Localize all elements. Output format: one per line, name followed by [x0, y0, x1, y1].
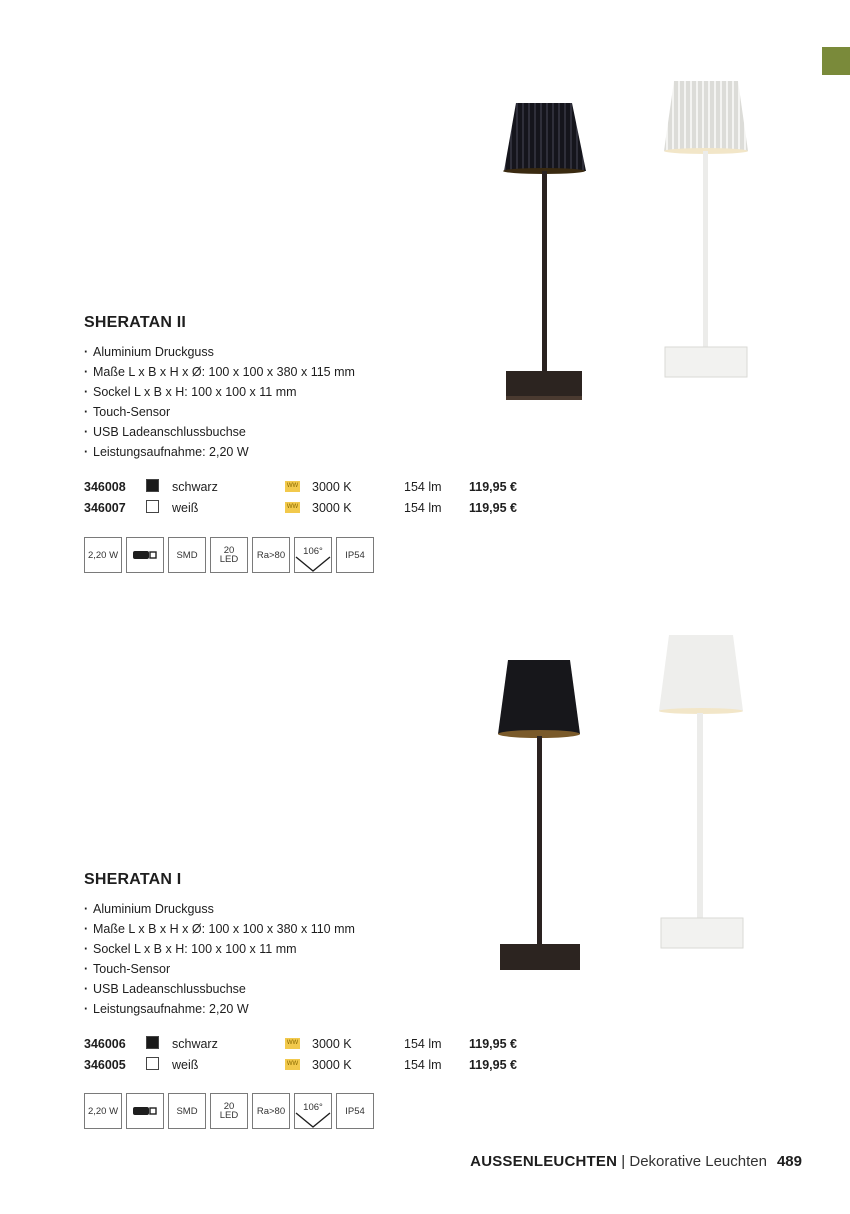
warm-white-badge: WW: [285, 1038, 300, 1049]
smd-icon: SMD: [168, 1093, 206, 1129]
color-rendering-icon: Ra>80: [252, 537, 290, 573]
article-number: 346005: [84, 1058, 126, 1072]
color-swatch-black: [146, 479, 159, 492]
variant-row: [84, 1056, 534, 1076]
variant-row: [84, 499, 534, 519]
page-footer: [470, 1153, 802, 1170]
feature-item: · Aluminium Druckguss: [84, 899, 355, 919]
luminous-flux: 154 lm: [404, 501, 442, 515]
feature-item: · Touch-Sensor: [84, 402, 355, 422]
lamp-image-black-smooth: [494, 656, 586, 974]
warm-white-badge: WW: [285, 481, 300, 492]
price: 119,95 €: [469, 501, 517, 515]
color-name: weiß: [172, 1058, 199, 1072]
color-name: schwarz: [172, 1037, 218, 1051]
color-temperature: 3000 K: [312, 1037, 352, 1051]
feature-list: [84, 342, 355, 462]
lamp-image-white-smooth: [655, 633, 747, 951]
feature-item: · Sockel L x B x H: 100 x 100 x 11 mm: [84, 939, 355, 959]
footer-separator: |: [617, 1153, 630, 1170]
section-tab-marker: [822, 47, 850, 75]
feature-item: · Sockel L x B x H: 100 x 100 x 11 mm: [84, 382, 355, 402]
article-number: 346008: [84, 480, 126, 494]
lamp-image-white-pleated: [660, 77, 752, 382]
luminous-flux: 154 lm: [404, 480, 442, 494]
footer-category: AUSSENLEUCHTEN: [470, 1153, 618, 1170]
color-temperature: 3000 K: [312, 480, 352, 494]
feature-item: · Leistungsaufnahme: 2,20 W: [84, 999, 355, 1019]
led-count-icon: 20 LED: [210, 537, 248, 573]
lamp-image-black-pleated: [498, 95, 590, 405]
feature-item: · Maße L x B x H x Ø: 100 x 100 x 380 x 115 mm: [84, 362, 355, 382]
warm-white-badge: WW: [285, 1059, 300, 1070]
feature-item: · Leistungsaufnahme: 2,20 W: [84, 442, 355, 462]
color-rendering-icon: Ra>80: [252, 1093, 290, 1129]
ip-rating-icon: IP54: [336, 1093, 374, 1129]
luminous-flux: 154 lm: [404, 1037, 442, 1051]
color-name: weiß: [172, 501, 199, 515]
feature-item: · Touch-Sensor: [84, 959, 355, 979]
smd-icon: SMD: [168, 537, 206, 573]
product-title: SHERATAN I: [84, 871, 182, 888]
color-swatch-black: [146, 1036, 159, 1049]
power-rating-icon: 2,20 W: [84, 1093, 122, 1129]
feature-item: · Aluminium Druckguss: [84, 342, 355, 362]
beam-angle-icon: 106°: [294, 1093, 332, 1129]
luminous-flux: 154 lm: [404, 1058, 442, 1072]
color-temperature: 3000 K: [312, 501, 352, 515]
article-number: 346006: [84, 1037, 126, 1051]
beam-angle-icon: 106°: [294, 537, 332, 573]
color-swatch-white: [146, 500, 159, 513]
price: 119,95 €: [469, 1037, 517, 1051]
usb-plug-icon: [126, 537, 164, 573]
ip-rating-icon: IP54: [336, 537, 374, 573]
color-name: schwarz: [172, 480, 218, 494]
price: 119,95 €: [469, 480, 517, 494]
product-title: SHERATAN II: [84, 314, 187, 331]
led-count-icon: 20 LED: [210, 1093, 248, 1129]
feature-item: · Maße L x B x H x Ø: 100 x 100 x 380 x 110 mm: [84, 919, 355, 939]
color-temperature: 3000 K: [312, 1058, 352, 1072]
feature-item: · USB Ladeanschlussbuchse: [84, 979, 355, 999]
power-rating-icon: 2,20 W: [84, 537, 122, 573]
warm-white-badge: WW: [285, 502, 300, 513]
article-number: 346007: [84, 501, 126, 515]
footer-subcategory: Dekorative Leuchten: [629, 1153, 767, 1170]
color-swatch-white: [146, 1057, 159, 1070]
variant-row: [84, 1035, 534, 1055]
feature-item: · USB Ladeanschlussbuchse: [84, 422, 355, 442]
price: 119,95 €: [469, 1058, 517, 1072]
variant-row: [84, 478, 534, 498]
feature-list: [84, 899, 355, 1019]
usb-plug-icon: [126, 1093, 164, 1129]
page-number: 489: [776, 1153, 802, 1170]
